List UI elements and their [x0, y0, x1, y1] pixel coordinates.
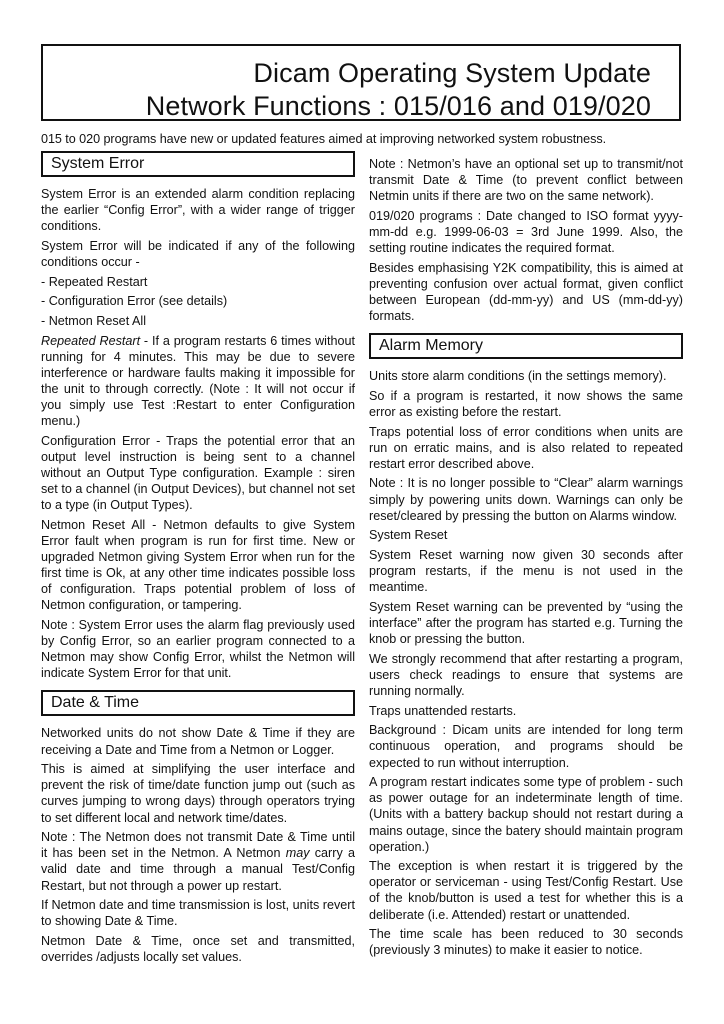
alarm-memory-p10: Background : Dicam units are intended for long term continuous operation, and programs should be expected to run without interruption. — [369, 723, 683, 770]
system-reset-subheading: System Reset — [369, 528, 448, 543]
system-error-heading: System Error — [41, 151, 355, 177]
left-column — [41, 151, 355, 969]
page-subtitle: Network Functions : 015/016 and 019/020 — [145, 91, 651, 121]
date-time-p3-b: carry a valid date and time through a manual Test/Config Restart, but not through a power up restart. — [41, 846, 355, 893]
system-error-conditions: System Error will be indicated if any of the following conditions occur - — [41, 238, 355, 269]
page-title: Dicam Operating System Update — [253, 58, 651, 88]
title-box — [41, 44, 681, 121]
config-error-paragraph: Configuration Error - Traps the potential error that an output level instruction is being sent to a channel without an Output Type configuration. Example : siren set to a channel (in Output Devices), but channel not set to a type (in Output Types). — [41, 433, 355, 513]
alarm-memory-p12: The exception is when restart it is triggered by the operator or serviceman - using Test/Config Restart. Use of the knob/button is used a test for whether this is a deliberate (i.e. Attended) restart or unattended. — [369, 859, 683, 922]
date-time-p3-a: Note : The Netmon does not transmit Date & Time until it has been set in the Netmon. A Netmon — [41, 830, 355, 861]
list-item: - Repeated Restart — [41, 274, 148, 289]
date-time-p3 — [41, 829, 355, 893]
system-error-intro: System Error is an extended alarm condition replacing the earlier “Config Error”, with a wider range of trigger conditions. — [41, 187, 355, 234]
netmon-note: Note : Netmon’s have an optional set up to transmit/not transmit Date & Time (to prevent conflict between Netmin units if there are two on the same network). — [369, 157, 683, 204]
alarm-memory-p11: A program restart indicates some type of problem - such as power outage for an indeterminate length of time. (Units with a battery backup should not restart during a mains outage, since the batery should maintain program operation.) — [369, 775, 683, 854]
alarm-memory-heading: Alarm Memory — [369, 333, 683, 359]
date-time-heading: Date & Time — [41, 690, 355, 716]
repeated-restart-label: Repeated Restart — [41, 333, 141, 348]
system-error-note: Note : System Error uses the alarm flag previously used by Config Error, so an earlier program connected to a Netmon may show Config Error, whilst the Netmon will indicate System Error for that unit. — [41, 618, 355, 681]
alarm-memory-p6: System Reset warning now given 30 seconds after program restarts, if the menu is not used in the meantime. — [369, 548, 683, 595]
alarm-memory-p7: System Reset warning can be prevented by “using the interface” after the program has started e.g. Turning the knob or pressing the button. — [369, 599, 683, 647]
intro-text: 015 to 020 programs have new or updated features aimed at improving networked system robustness. — [41, 132, 607, 146]
alarm-memory-p1: Units store alarm conditions (in the settings memory). — [369, 369, 667, 384]
alarm-memory-p8: We strongly recommend that after restarting a program, users check readings to ensure that systems are running normally. — [369, 651, 683, 698]
alarm-memory-p3: Traps potential loss of error conditions when units are run on erratic mains, and is also related to repeated restart error described above. — [369, 424, 683, 471]
repeated-restart-text: - If a program restarts 6 times without running for 4 minutes. This may be due to severe interference or hardware faults making it impossible for the unit to through correctly. (Note : It will not occur if you simply use Test :Restart to enter Configuration menu.) — [41, 333, 355, 429]
alarm-memory-p4: Note : It is no longer possible to “Clear” alarm warnings simply by powering units down. Warnings can only be reset/cleared by pressing the button on Alarms window. — [369, 476, 683, 523]
right-column — [369, 156, 683, 962]
repeated-restart-paragraph — [41, 333, 355, 430]
reset-all-paragraph: Netmon Reset All - Netmon defaults to give System Error fault when program is run for first time. New or upgraded Netmon giving System Error when run for the first time is Ok, at any other time indicates possible loss of configuration. Traps potential problem of loss of Netmon configuration, or tampering. — [41, 517, 355, 613]
alarm-memory-p13: The time scale has been reduced to 30 seconds (previously 3 minutes) to make it easier to notice. — [369, 927, 683, 958]
date-time-p4: If Netmon date and time transmission is lost, units revert to showing Date & Time. — [41, 898, 355, 929]
y2k-paragraph: Besides emphasising Y2K compatibility, this is aimed at preventing confusion over actual format, given conflict between European (dd-mm-yy) and US (mm-dd-yy) formats. — [369, 260, 683, 324]
alarm-memory-p2: So if a program is restarted, it now shows the same error as existing before the restart. — [369, 388, 683, 419]
list-item: - Configuration Error (see details) — [41, 294, 228, 309]
date-time-p1: Networked units do not show Date & Time if they are receiving a Date and Time from a Netmon or Logger. — [41, 726, 355, 757]
date-time-p3-em: may — [285, 846, 310, 861]
alarm-memory-p9: Traps unattended restarts. — [369, 703, 517, 718]
list-item: - Netmon Reset All — [41, 314, 146, 329]
date-time-p5: Netmon Date & Time, once set and transmitted, overrides /adjusts locally set values. — [41, 933, 355, 965]
date-time-p2: This is aimed at simplifying the user interface and prevent the risk of time/date function jump out (such as curves jumping to wrong days) through operators trying to set different local and network time/dates. — [41, 762, 355, 825]
iso-format-paragraph: 019/020 programs : Date changed to ISO format yyyy-mm-dd e.g. 1999-06-03 = 3rd June 1999. Also, the setting routine indicates the required format. — [369, 208, 683, 256]
